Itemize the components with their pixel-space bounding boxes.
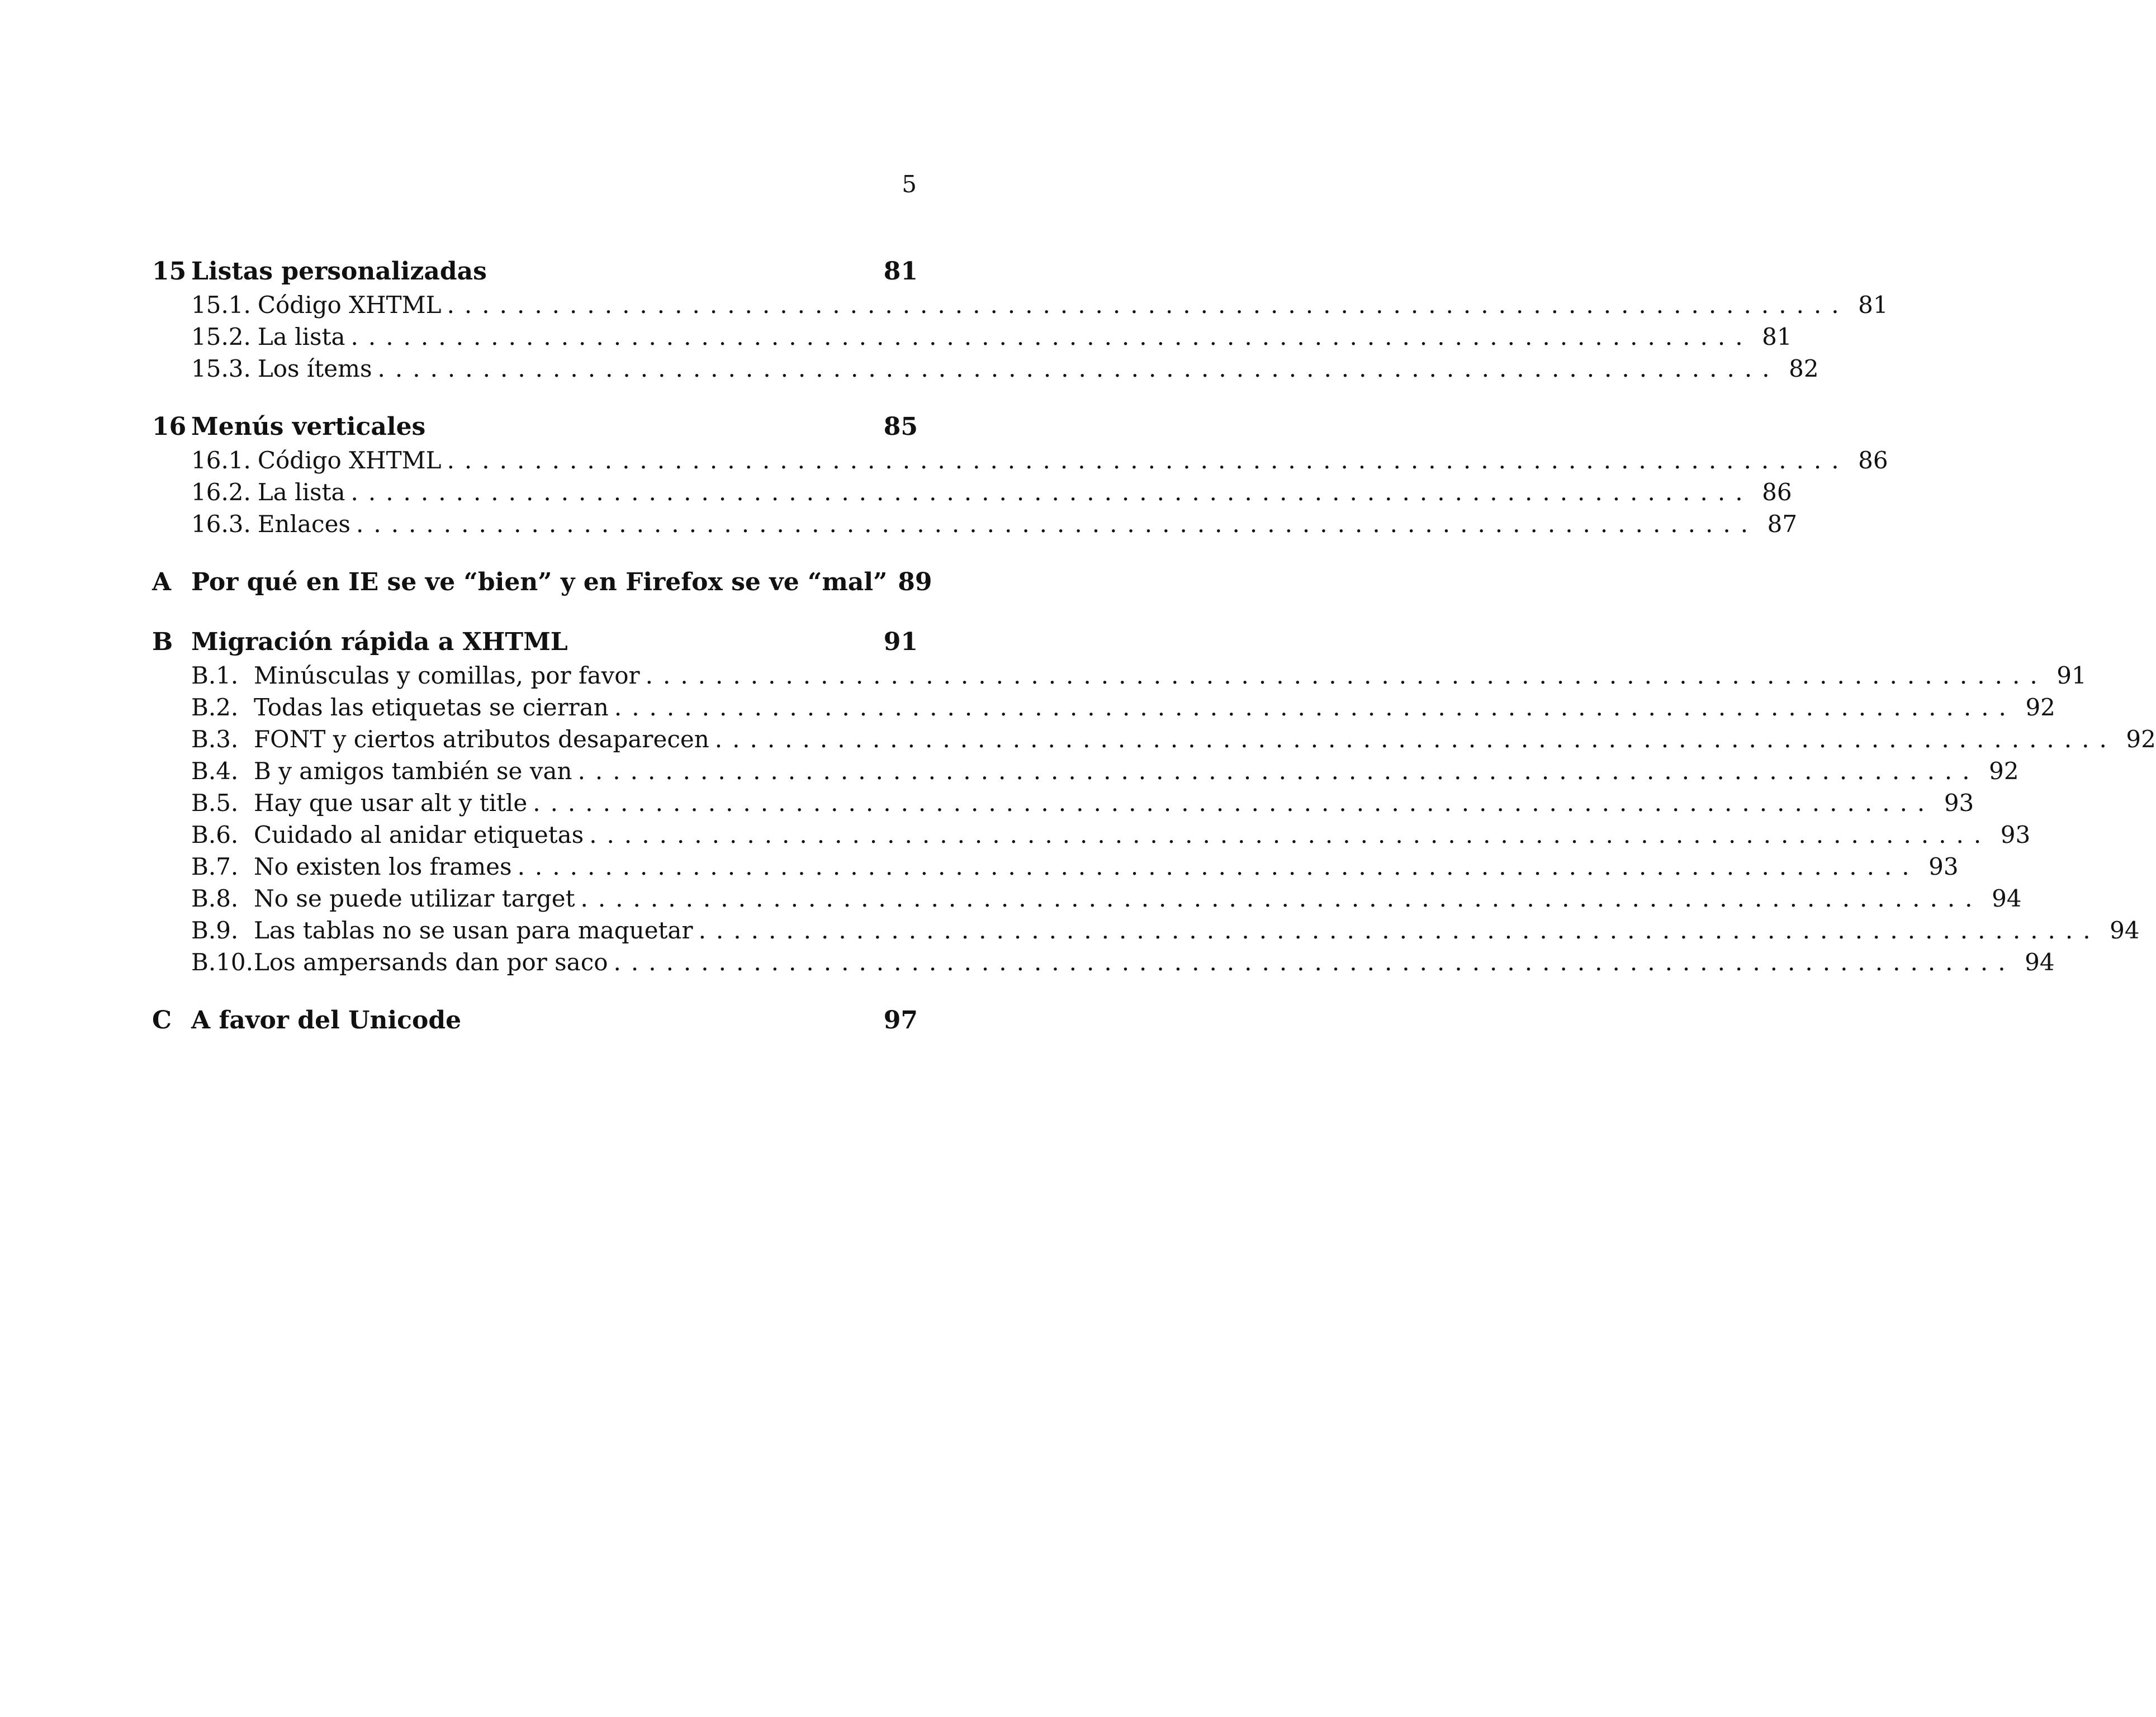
chapter-title: Migración rápida a XHTML [191,628,568,656]
chapter-page-number: 91 [883,628,918,656]
toc-chapter [152,565,932,600]
section-title: No existen los frames [254,853,512,880]
section-page-number: 81 [1858,291,1888,319]
section-number: B.2. [191,694,239,721]
section-page-number: 94 [2025,948,2055,976]
section-title: Código XHTML [257,447,442,474]
dot-leader: ................................................................................ [447,291,1849,319]
section-page-number: 94 [2110,917,2140,944]
toc-section-entry [152,321,1792,353]
toc-chapter [152,254,1888,385]
dot-leader: ................................................................................ [377,355,1780,382]
section-title: Hay que usar alt y title [254,789,528,817]
section-number: B.10. [191,948,254,976]
dot-leader: ................................................................................ [614,694,2016,721]
chapter-page-number: 89 [898,568,932,596]
dot-leader: ................................................................................ [613,948,2016,976]
dot-leader: ................................................................................ [580,885,1983,912]
section-title: Minúsculas y comillas, por favor [254,662,640,689]
dot-leader: ................................................................................ [645,662,2048,689]
toc-section-entry [152,444,1888,476]
section-number: B.5. [191,789,239,817]
section-title: Todas las etiquetas se cierran [254,694,609,721]
section-number: B.4. [191,757,239,785]
section-title: La lista [257,478,345,506]
dot-leader: ................................................................................ [698,917,2101,944]
section-page-number: 92 [2126,725,2156,753]
section-number: 15.3. [191,355,251,382]
chapter-number: 16 [152,412,187,441]
toc-section-entry [152,914,2140,946]
chapter-page-number: 81 [883,257,918,286]
section-title: Código XHTML [257,291,442,319]
toc-section-entry [152,289,1888,321]
section-page-number: 82 [1789,355,1819,382]
section-page-number: 91 [2057,662,2087,689]
toc-section-entry [152,819,2031,851]
toc-chapter [152,625,2156,978]
dot-leader: ................................................................................ [577,757,1980,785]
section-number: 16.2. [191,478,251,506]
chapter-page-number: 97 [883,1006,918,1035]
section-page-number: 87 [1767,510,1798,538]
toc-section-entry [152,851,1959,883]
toc-section-entry [152,723,2156,755]
toc-chapter-entry [152,625,918,660]
section-title: La lista [257,323,345,350]
section-page-number: 93 [1928,853,1959,880]
chapter-title: A favor del Unicode [191,1006,462,1035]
section-page-number: 86 [1858,447,1888,474]
toc-section-entry [152,946,2055,978]
chapter-number: B [152,628,173,656]
section-number: B.3. [191,725,239,753]
toc-section-entry [152,660,2087,691]
toc-chapter [152,1003,918,1038]
dot-leader: ................................................................................ [350,323,1753,350]
dot-leader: ................................................................................ [589,821,1992,848]
section-title: B y amigos también se van [254,757,572,785]
toc-chapter-entry [152,254,918,289]
chapter-number: A [152,568,172,596]
dot-leader: ................................................................................ [714,725,2117,753]
dot-leader: ................................................................................ [533,789,1935,817]
chapter-number: 15 [152,257,187,286]
section-number: B.6. [191,821,239,848]
chapter-page-number: 85 [883,412,918,441]
toc-section-entry [152,787,1974,819]
dot-leader: ................................................................................ [447,447,1849,474]
toc-chapter [152,410,1888,540]
dot-leader: ................................................................................ [356,510,1759,538]
page-number: 5 [902,170,917,198]
section-number: 16.3. [191,510,251,538]
chapter-title: Menús verticales [191,412,426,441]
section-number: B.8. [191,885,239,912]
section-title: Los ítems [257,355,372,382]
dot-leader: ................................................................................ [350,478,1753,506]
toc-chapter-entry [152,1003,918,1038]
dot-leader: ................................................................................ [517,853,1920,880]
table-of-contents [152,254,2156,1063]
toc-section-entry [152,353,1819,385]
section-title: Las tablas no se usan para maquetar [254,917,693,944]
toc-section-entry [152,508,1798,540]
section-page-number: 81 [1762,323,1792,350]
section-page-number: 86 [1762,478,1792,506]
section-page-number: 93 [2000,821,2031,848]
section-number: B.7. [191,853,239,880]
section-title: Cuidado al anidar etiquetas [254,821,584,848]
section-title: Enlaces [257,510,350,538]
section-number: B.1. [191,662,239,689]
section-number: 16.1. [191,447,251,474]
chapter-title: Por qué en IE se ve “bien” y en Firefox se ve “mal” [191,568,888,596]
section-page-number: 93 [1944,789,1974,817]
toc-chapter-entry [152,565,932,600]
toc-section-entry [152,883,2022,914]
section-page-number: 92 [2025,694,2055,721]
section-page-number: 92 [1989,757,2019,785]
toc-section-entry [152,755,2019,787]
section-number: B.9. [191,917,239,944]
toc-section-entry [152,476,1792,508]
section-title: FONT y ciertos atributos desaparecen [254,725,709,753]
section-number: 15.2. [191,323,251,350]
section-title: Los ampersands dan por saco [254,948,608,976]
toc-section-entry [152,691,2055,723]
chapter-title: Listas personalizadas [191,257,487,286]
section-number: 15.1. [191,291,251,319]
chapter-number: C [152,1006,172,1035]
toc-chapter-entry [152,410,918,444]
section-page-number: 94 [1992,885,2022,912]
section-title: No se puede utilizar target [254,885,575,912]
